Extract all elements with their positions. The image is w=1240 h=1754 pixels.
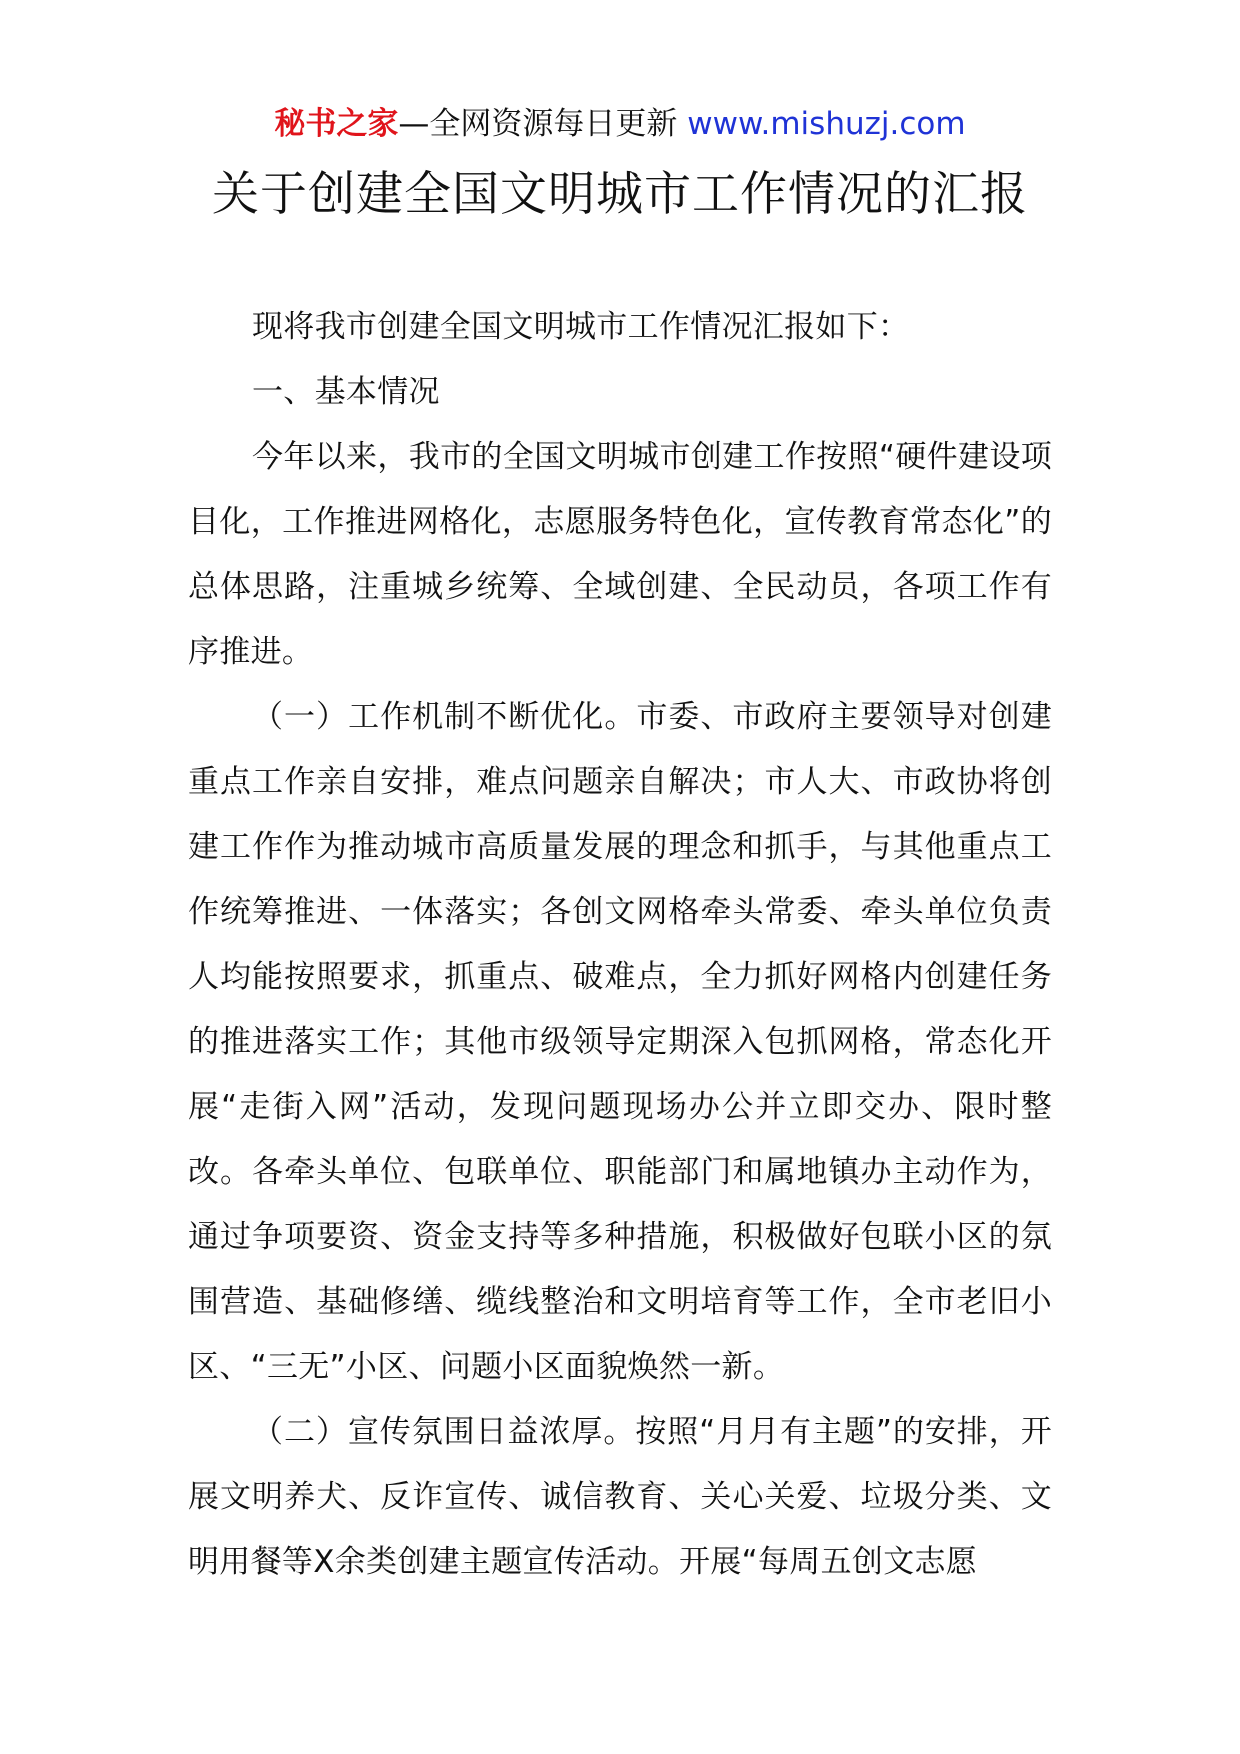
document-title: 关于创建全国文明城市工作情况的汇报 [212,167,1028,222]
banner-tagline: —全网资源每日更新 [398,106,678,142]
section-heading: 一、基本情况 [252,374,440,410]
body-paragraph: 今年以来，我市的全国文明城市创建工作按照“硬件建设项目化，工作推进网格化，志愿服务特色化，宣传教育常态化”的总体思路，注重城乡统筹、全域创建、全民动员，各项工作有序推进。 [188,439,1052,670]
site-banner [0,100,1240,148]
document-body [188,295,1052,1595]
body-paragraph: （二）宣传氛围日益浓厚。按照“月月有主题”的安排，开展文明养犬、反诈宣传、诚信教育、关心关爱、垃圾分类、文明用餐等X余类创建主题宣传活动。开展“每周五创文志愿 [188,1414,1052,1580]
site-url-link[interactable]: www.mishuzj.com [687,106,966,142]
brand-name: 秘书之家 [274,106,399,142]
intro-paragraph: 现将我市创建全国文明城市工作情况汇报如下： [252,309,910,345]
body-paragraph: （一）工作机制不断优化。市委、市政府主要领导对创建重点工作亲自安排，难点问题亲自解决；市人大、市政协将创建工作作为推动城市高质量发展的理念和抓手，与其他重点工作统筹推进、一体落实；各创文网格牵头常委、牵头单位负责人均能按照要求，抓重点、破难点，全力抓好网格内创建任务的推进落实工作；其他市级领导定期深入包抓网格，常态化开展“走街入网”活动，发现问题现场办公并立即交办、限时整改。各牵头单位、包联单位、职能部门和属地镇办主动作为，通过争项要资、资金支持等多种措施，积极做好包联小区的氛围营造、基础修缮、缆线整治和文明培育等工作，全市老旧小区、“三无”小区、问题小区面貌焕然一新。 [188,699,1052,1385]
